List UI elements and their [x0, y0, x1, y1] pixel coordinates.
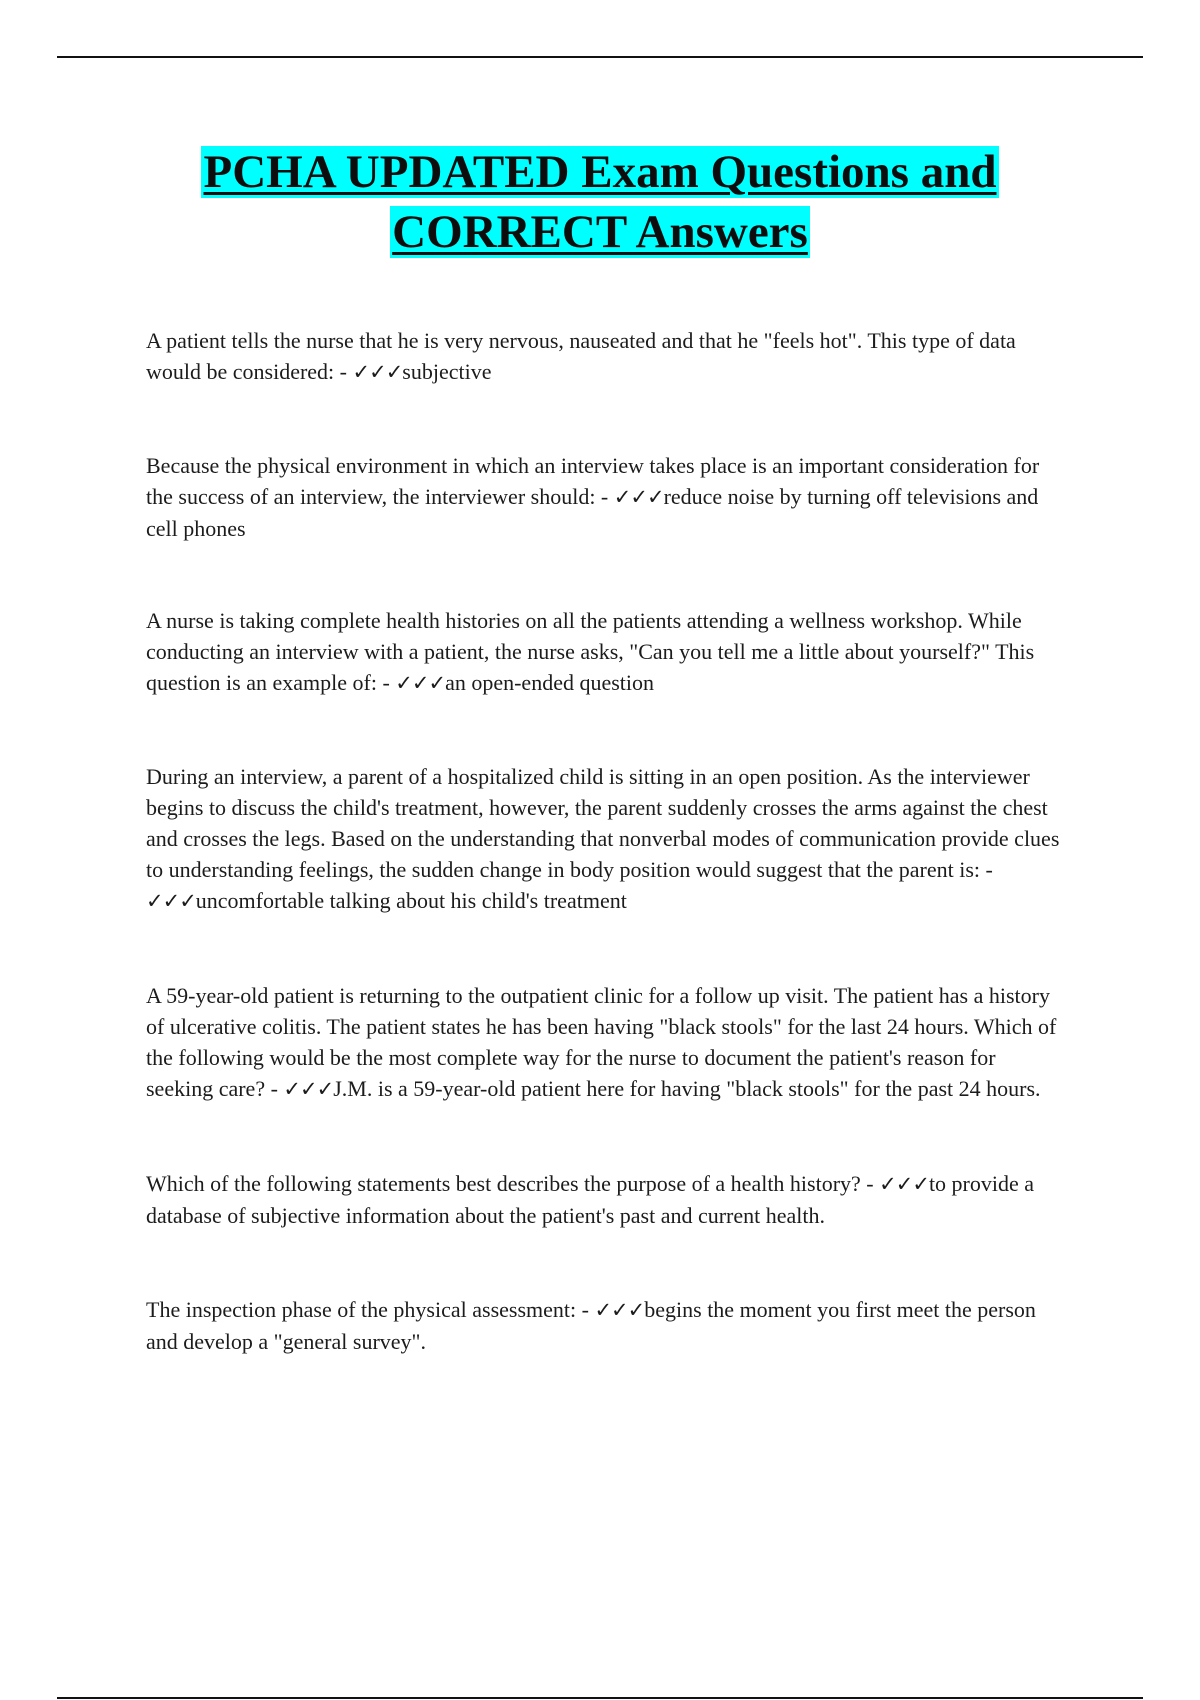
checkmark-icon: ✓✓✓: [395, 671, 446, 695]
question-text: The inspection phase of the physical assessment: -: [146, 1297, 595, 1322]
qa-item-7: [146, 1294, 1066, 1357]
question-text: Which of the following statements best describes the purpose of a health history? -: [146, 1171, 880, 1196]
checkmark-icon: ✓✓✓: [879, 1172, 929, 1196]
checkmark-icon: ✓✓✓: [613, 485, 664, 509]
answer-text: J.M. is a 59-year-old patient here for having "black stools" for the past 24 hours.: [333, 1076, 1041, 1101]
bottom-rule: [57, 1697, 1143, 1699]
qa-item-6: [146, 1168, 1066, 1231]
question-text: A patient tells the nurse that he is very nervous, nauseated and that he "feels hot". This type of data would be considered: -: [146, 328, 1016, 384]
checkmark-icon: ✓✓✓: [352, 360, 403, 384]
page-title: [0, 142, 1200, 262]
top-rule: [57, 56, 1143, 58]
answer-text: subjective: [402, 359, 492, 384]
qa-item-5: [146, 980, 1066, 1105]
question-text: During an interview, a parent of a hospitalized child is sitting in an open position. As the interviewer begins to discuss the child's treatment, however, the parent suddenly crosses the arms against the chest and crosses the legs. Based on the understanding that nonverbal modes of communication provide clues to understanding feelings, the sudden change in body position would suggest that the parent is: -: [146, 764, 1060, 882]
checkmark-icon: ✓✓✓: [594, 1298, 645, 1322]
question-text: A nurse is taking complete health histories on all the patients attending a wellness workshop. While conducting an interview with a patient, the nurse asks, "Can you tell me a little about yourself?" This question is an example of: -: [146, 608, 1035, 695]
question-text: Because the physical environment in which an interview takes place is an important consideration for the success of an interview, the interviewer should: -: [146, 453, 1040, 509]
title-line-2: CORRECT Answers: [392, 206, 808, 258]
checkmark-icon: ✓✓✓: [146, 889, 196, 913]
checkmark-icon: ✓✓✓: [283, 1077, 334, 1101]
qa-item-1: [146, 325, 1066, 388]
qa-item-4: [146, 761, 1066, 917]
answer-text: an open-ended question: [445, 670, 655, 695]
answer-text: reduce noise by turning off televisions and cell phones: [146, 484, 1039, 541]
qa-item-2: [146, 450, 1066, 544]
answer-text: to provide a database of subjective information about the patient's past and current health.: [146, 1171, 1035, 1228]
answer-text: uncomfortable talking about his child's treatment: [195, 888, 627, 913]
question-text: A 59-year-old patient is returning to the outpatient clinic for a follow up visit. The patient has a history of ulcerative colitis. The patient states he has been having "black stools" for the last 24 hours. Which of the following would be the most complete way for the nurse to document the patient's reason for seeking care? -: [146, 983, 1057, 1101]
qa-item-3: [146, 605, 1066, 699]
answer-text: begins the moment you first meet the person and develop a "general survey".: [146, 1297, 1036, 1354]
qa-list: [146, 325, 1066, 1357]
title-line-1: PCHA UPDATED Exam Questions and: [203, 146, 997, 198]
